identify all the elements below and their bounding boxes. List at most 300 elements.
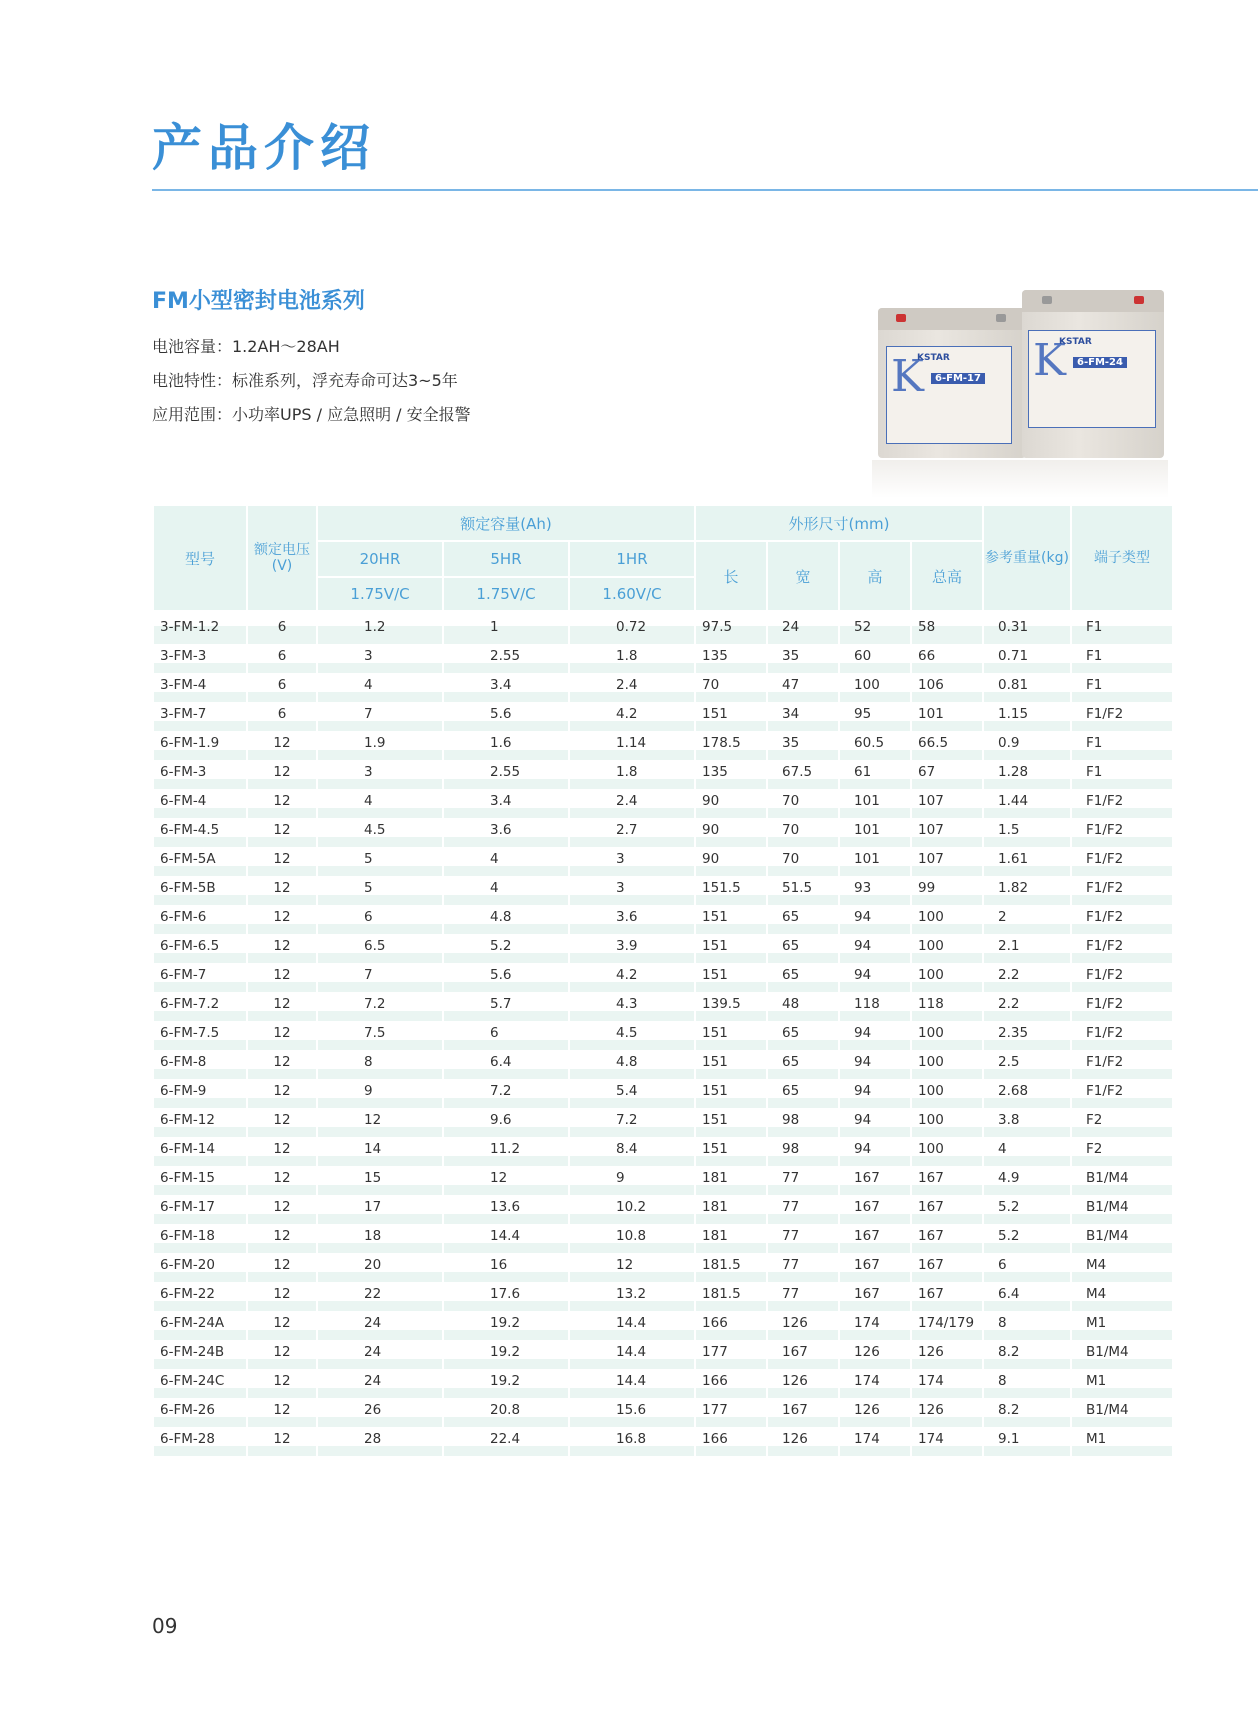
cell-total-height: 100 [912, 908, 982, 937]
cell-cap-5hr: 1.6 [444, 734, 568, 763]
table-row [154, 1082, 1172, 1111]
cell-model: 6-FM-6.5 [154, 937, 246, 966]
cell-length: 151 [696, 908, 766, 937]
cell-cap-20hr: 7.2 [318, 995, 442, 1024]
cell-height: 94 [840, 908, 910, 937]
cell-height: 93 [840, 879, 910, 908]
cell-height: 100 [840, 676, 910, 705]
cell-terminal: F1/F2 [1072, 908, 1172, 937]
cell-total-height: 106 [912, 676, 982, 705]
cell-voltage: 12 [248, 1430, 316, 1459]
cell-terminal: F1/F2 [1072, 937, 1172, 966]
cell-voltage: 12 [248, 1227, 316, 1256]
table-row [154, 1169, 1172, 1198]
cell-cap-5hr: 4.8 [444, 908, 568, 937]
cell-cap-20hr: 14 [318, 1140, 442, 1169]
cell-cap-5hr: 7.2 [444, 1082, 568, 1111]
cell-cap-5hr: 19.2 [444, 1343, 568, 1372]
spec-application: 应用范围：小功率UPS / 应急照明 / 安全报警 [152, 405, 471, 424]
cell-width: 167 [768, 1401, 838, 1430]
cell-height: 174 [840, 1430, 910, 1459]
table-row [154, 610, 1172, 647]
cell-cap-5hr: 5.6 [444, 966, 568, 995]
cell-weight: 0.71 [984, 647, 1070, 676]
table-row [154, 1198, 1172, 1227]
cell-voltage: 12 [248, 850, 316, 879]
cell-cap-1hr: 4.2 [570, 705, 694, 734]
cell-model: 6-FM-1.9 [154, 734, 246, 763]
cell-cap-1hr: 7.2 [570, 1111, 694, 1140]
cell-weight: 2.2 [984, 995, 1070, 1024]
cell-terminal: F2 [1072, 1140, 1172, 1169]
cell-weight: 1.44 [984, 792, 1070, 821]
cell-height: 167 [840, 1227, 910, 1256]
header-total-height: 总高 [912, 540, 982, 610]
cell-model: 6-FM-24B [154, 1343, 246, 1372]
cell-cap-5hr: 5.2 [444, 937, 568, 966]
cell-voltage: 12 [248, 1198, 316, 1227]
cell-height: 174 [840, 1314, 910, 1343]
cell-length: 151 [696, 1053, 766, 1082]
header-cap-5hr: 5HR [444, 540, 568, 576]
cell-voltage: 6 [248, 676, 316, 705]
cell-total-height: 167 [912, 1169, 982, 1198]
cell-length: 135 [696, 647, 766, 676]
product-photo [872, 288, 1168, 498]
cell-cap-1hr: 3.9 [570, 937, 694, 966]
table-row [154, 1401, 1172, 1430]
cell-cap-1hr: 4.2 [570, 966, 694, 995]
cell-height: 94 [840, 1111, 910, 1140]
cell-weight: 1.28 [984, 763, 1070, 792]
spec-feature: 电池特性：标准系列，浮充寿命可达3~5年 [152, 371, 458, 390]
cell-voltage: 12 [248, 1082, 316, 1111]
header-voltage: 额定电压(V) [248, 506, 316, 610]
header-cap-5hr-sub: 1.75V/C [444, 576, 568, 610]
cell-height: 101 [840, 821, 910, 850]
cell-model: 6-FM-18 [154, 1227, 246, 1256]
cell-height: 101 [840, 792, 910, 821]
header-cap-20hr: 20HR [318, 540, 442, 576]
cell-width: 70 [768, 821, 838, 850]
cell-cap-1hr: 2.4 [570, 792, 694, 821]
cell-length: 166 [696, 1314, 766, 1343]
cell-weight: 2.1 [984, 937, 1070, 966]
cell-length: 181 [696, 1227, 766, 1256]
cell-voltage: 12 [248, 937, 316, 966]
header-cap-1hr-sub: 1.60V/C [570, 576, 694, 610]
cell-model: 6-FM-4 [154, 792, 246, 821]
cell-cap-5hr: 6 [444, 1024, 568, 1053]
cell-weight: 8.2 [984, 1343, 1070, 1372]
cell-width: 70 [768, 850, 838, 879]
cell-terminal: F1 [1072, 610, 1172, 647]
cell-model: 6-FM-7.5 [154, 1024, 246, 1053]
cell-cap-20hr: 6.5 [318, 937, 442, 966]
cell-terminal: M4 [1072, 1285, 1172, 1314]
cell-width: 65 [768, 1082, 838, 1111]
cell-height: 61 [840, 763, 910, 792]
cell-cap-20hr: 4 [318, 676, 442, 705]
cell-voltage: 6 [248, 705, 316, 734]
cell-cap-5hr: 22.4 [444, 1430, 568, 1459]
cell-width: 24 [768, 610, 838, 647]
cell-cap-20hr: 8 [318, 1053, 442, 1082]
cell-cap-20hr: 9 [318, 1082, 442, 1111]
cell-height: 95 [840, 705, 910, 734]
cell-weight: 2.68 [984, 1082, 1070, 1111]
cell-model: 6-FM-9 [154, 1082, 246, 1111]
cell-height: 94 [840, 1024, 910, 1053]
cell-voltage: 6 [248, 610, 316, 647]
cell-cap-20hr: 7.5 [318, 1024, 442, 1053]
cell-cap-20hr: 15 [318, 1169, 442, 1198]
cell-voltage: 12 [248, 1256, 316, 1285]
cell-terminal: F1 [1072, 734, 1172, 763]
cell-length: 177 [696, 1401, 766, 1430]
cell-terminal: B1/M4 [1072, 1198, 1172, 1227]
cell-model: 6-FM-6 [154, 908, 246, 937]
cell-height: 167 [840, 1198, 910, 1227]
cell-cap-1hr: 16.8 [570, 1430, 694, 1459]
cell-model: 6-FM-24A [154, 1314, 246, 1343]
cell-cap-5hr: 20.8 [444, 1401, 568, 1430]
cell-length: 90 [696, 821, 766, 850]
cell-terminal: F1/F2 [1072, 821, 1172, 850]
cell-height: 94 [840, 1140, 910, 1169]
cell-cap-1hr: 14.4 [570, 1343, 694, 1372]
cell-cap-20hr: 24 [318, 1314, 442, 1343]
cell-cap-1hr: 1.8 [570, 763, 694, 792]
cell-width: 77 [768, 1169, 838, 1198]
cell-weight: 2.2 [984, 966, 1070, 995]
cell-length: 181 [696, 1198, 766, 1227]
cell-length: 151 [696, 1111, 766, 1140]
cell-cap-5hr: 11.2 [444, 1140, 568, 1169]
cell-cap-20hr: 1.9 [318, 734, 442, 763]
cell-voltage: 12 [248, 763, 316, 792]
cell-length: 151.5 [696, 879, 766, 908]
cell-width: 167 [768, 1343, 838, 1372]
cell-cap-5hr: 12 [444, 1169, 568, 1198]
cell-model: 6-FM-5A [154, 850, 246, 879]
cell-cap-20hr: 4.5 [318, 821, 442, 850]
table-row [154, 1053, 1172, 1082]
table-row [154, 879, 1172, 908]
table-row [154, 821, 1172, 850]
battery-right-brand: KSTAR [1059, 337, 1092, 347]
cell-cap-20hr: 4 [318, 792, 442, 821]
cell-width: 77 [768, 1256, 838, 1285]
cell-weight: 3.8 [984, 1111, 1070, 1140]
battery-left-brand: KSTAR [917, 353, 950, 363]
cell-model: 3-FM-3 [154, 647, 246, 676]
cell-length: 139.5 [696, 995, 766, 1024]
cell-total-height: 126 [912, 1401, 982, 1430]
cell-terminal: F1/F2 [1072, 966, 1172, 995]
cell-total-height: 66 [912, 647, 982, 676]
table-row [154, 792, 1172, 821]
cell-voltage: 12 [248, 734, 316, 763]
cell-terminal: F1/F2 [1072, 1082, 1172, 1111]
cell-model: 3-FM-7 [154, 705, 246, 734]
cell-length: 181.5 [696, 1256, 766, 1285]
battery-right-model: 6-FM-24 [1073, 357, 1127, 368]
cell-cap-1hr: 1.14 [570, 734, 694, 763]
cell-model: 6-FM-8 [154, 1053, 246, 1082]
cell-model: 6-FM-15 [154, 1169, 246, 1198]
cell-terminal: F1/F2 [1072, 850, 1172, 879]
cell-terminal: F1 [1072, 763, 1172, 792]
cell-width: 47 [768, 676, 838, 705]
cell-weight: 8.2 [984, 1401, 1070, 1430]
series-title: FM小型密封电池系列 [152, 289, 365, 314]
cell-cap-20hr: 6 [318, 908, 442, 937]
cell-cap-1hr: 5.4 [570, 1082, 694, 1111]
cell-terminal: B1/M4 [1072, 1401, 1172, 1430]
header-weight: 参考重量(kg) [984, 506, 1070, 610]
spec-capacity: 电池容量：1.2AH～28AH [152, 337, 340, 356]
cell-model: 6-FM-24C [154, 1372, 246, 1401]
header-length: 长 [696, 540, 766, 610]
cell-width: 126 [768, 1314, 838, 1343]
cell-weight: 2.5 [984, 1053, 1070, 1082]
cell-length: 90 [696, 792, 766, 821]
table-row [154, 850, 1172, 879]
cell-weight: 1.15 [984, 705, 1070, 734]
cell-cap-5hr: 4 [444, 850, 568, 879]
cell-cap-5hr: 14.4 [444, 1227, 568, 1256]
table-row [154, 676, 1172, 705]
cell-total-height: 167 [912, 1198, 982, 1227]
cell-cap-5hr: 13.6 [444, 1198, 568, 1227]
cell-total-height: 126 [912, 1343, 982, 1372]
cell-width: 77 [768, 1227, 838, 1256]
cell-weight: 1.82 [984, 879, 1070, 908]
table-row [154, 705, 1172, 734]
cell-model: 6-FM-5B [154, 879, 246, 908]
cell-height: 126 [840, 1343, 910, 1372]
battery-spec-table [152, 506, 1174, 1459]
cell-height: 126 [840, 1401, 910, 1430]
cell-length: 135 [696, 763, 766, 792]
cell-voltage: 12 [248, 1024, 316, 1053]
cell-length: 151 [696, 966, 766, 995]
cell-height: 52 [840, 610, 910, 647]
cell-length: 151 [696, 705, 766, 734]
cell-cap-5hr: 2.55 [444, 647, 568, 676]
battery-right: K KSTAR 6-FM-24 [1022, 290, 1164, 458]
cell-total-height: 66.5 [912, 734, 982, 763]
cell-model: 6-FM-3 [154, 763, 246, 792]
cell-height: 118 [840, 995, 910, 1024]
header-model: 型号 [154, 506, 246, 610]
cell-cap-20hr: 12 [318, 1111, 442, 1140]
cell-terminal: F1/F2 [1072, 995, 1172, 1024]
cell-cap-20hr: 24 [318, 1343, 442, 1372]
table-row [154, 1256, 1172, 1285]
cell-width: 98 [768, 1140, 838, 1169]
cell-cap-20hr: 7 [318, 966, 442, 995]
table-row [154, 995, 1172, 1024]
cell-terminal: F1/F2 [1072, 1053, 1172, 1082]
cell-height: 167 [840, 1169, 910, 1198]
cell-width: 77 [768, 1198, 838, 1227]
cell-weight: 8 [984, 1314, 1070, 1343]
cell-cap-1hr: 3.6 [570, 908, 694, 937]
cell-model: 6-FM-22 [154, 1285, 246, 1314]
cell-voltage: 12 [248, 1401, 316, 1430]
cell-total-height: 118 [912, 995, 982, 1024]
cell-height: 94 [840, 966, 910, 995]
cell-cap-20hr: 17 [318, 1198, 442, 1227]
cell-weight: 0.81 [984, 676, 1070, 705]
cell-model: 6-FM-14 [154, 1140, 246, 1169]
cell-cap-1hr: 10.8 [570, 1227, 694, 1256]
cell-length: 177 [696, 1343, 766, 1372]
cell-length: 151 [696, 1140, 766, 1169]
cell-weight: 2.35 [984, 1024, 1070, 1053]
cell-cap-1hr: 3 [570, 850, 694, 879]
cell-weight: 4.9 [984, 1169, 1070, 1198]
cell-cap-1hr: 14.4 [570, 1372, 694, 1401]
header-width: 宽 [768, 540, 838, 610]
table-row [154, 763, 1172, 792]
cell-cap-20hr: 3 [318, 647, 442, 676]
cell-cap-5hr: 5.7 [444, 995, 568, 1024]
cell-terminal: F1/F2 [1072, 705, 1172, 734]
cell-cap-5hr: 3.4 [444, 792, 568, 821]
cell-cap-20hr: 3 [318, 763, 442, 792]
cell-width: 65 [768, 966, 838, 995]
header-terminal: 端子类型 [1072, 506, 1172, 610]
cell-total-height: 174/179 [912, 1314, 982, 1343]
cell-total-height: 100 [912, 1140, 982, 1169]
cell-cap-1hr: 12 [570, 1256, 694, 1285]
cell-total-height: 100 [912, 1082, 982, 1111]
cell-terminal: F1 [1072, 676, 1172, 705]
cell-model: 3-FM-1.2 [154, 610, 246, 647]
cell-cap-1hr: 2.7 [570, 821, 694, 850]
cell-voltage: 12 [248, 821, 316, 850]
cell-width: 35 [768, 734, 838, 763]
cell-weight: 1.61 [984, 850, 1070, 879]
cell-terminal: F1 [1072, 647, 1172, 676]
cell-total-height: 174 [912, 1430, 982, 1459]
cell-total-height: 67 [912, 763, 982, 792]
cell-cap-5hr: 6.4 [444, 1053, 568, 1082]
cell-cap-1hr: 15.6 [570, 1401, 694, 1430]
cell-cap-20hr: 5 [318, 879, 442, 908]
cell-cap-5hr: 16 [444, 1256, 568, 1285]
cell-total-height: 100 [912, 937, 982, 966]
cell-height: 174 [840, 1372, 910, 1401]
cell-voltage: 12 [248, 995, 316, 1024]
cell-weight: 2 [984, 908, 1070, 937]
header-cap-1hr: 1HR [570, 540, 694, 576]
table-row [154, 734, 1172, 763]
cell-cap-1hr: 10.2 [570, 1198, 694, 1227]
cell-terminal: B1/M4 [1072, 1227, 1172, 1256]
cell-width: 65 [768, 937, 838, 966]
cell-total-height: 107 [912, 821, 982, 850]
cell-terminal: F1/F2 [1072, 879, 1172, 908]
cell-weight: 4 [984, 1140, 1070, 1169]
cell-length: 70 [696, 676, 766, 705]
cell-cap-1hr: 4.5 [570, 1024, 694, 1053]
cell-weight: 0.9 [984, 734, 1070, 763]
header-capacity-group: 额定容量(Ah) [318, 506, 694, 540]
cell-cap-5hr: 19.2 [444, 1372, 568, 1401]
cell-width: 126 [768, 1430, 838, 1459]
cell-model: 6-FM-20 [154, 1256, 246, 1285]
cell-cap-1hr: 3 [570, 879, 694, 908]
cell-model: 6-FM-7 [154, 966, 246, 995]
title-divider [152, 189, 1258, 191]
table-row [154, 1024, 1172, 1053]
cell-height: 167 [840, 1256, 910, 1285]
cell-voltage: 12 [248, 879, 316, 908]
cell-voltage: 12 [248, 1169, 316, 1198]
cell-length: 151 [696, 1024, 766, 1053]
cell-length: 166 [696, 1430, 766, 1459]
cell-cap-5hr: 3.6 [444, 821, 568, 850]
cell-width: 77 [768, 1285, 838, 1314]
cell-height: 94 [840, 937, 910, 966]
cell-width: 67.5 [768, 763, 838, 792]
cell-weight: 8 [984, 1372, 1070, 1401]
cell-total-height: 107 [912, 792, 982, 821]
cell-width: 65 [768, 1024, 838, 1053]
cell-weight: 5.2 [984, 1198, 1070, 1227]
cell-terminal: M4 [1072, 1256, 1172, 1285]
cell-cap-5hr: 1 [444, 610, 568, 647]
cell-model: 6-FM-4.5 [154, 821, 246, 850]
cell-height: 101 [840, 850, 910, 879]
cell-terminal: M1 [1072, 1430, 1172, 1459]
cell-total-height: 107 [912, 850, 982, 879]
cell-cap-5hr: 17.6 [444, 1285, 568, 1314]
cell-height: 60.5 [840, 734, 910, 763]
cell-voltage: 12 [248, 966, 316, 995]
cell-height: 94 [840, 1082, 910, 1111]
cell-terminal: B1/M4 [1072, 1169, 1172, 1198]
table-row [154, 647, 1172, 676]
table-row [154, 908, 1172, 937]
cell-total-height: 100 [912, 1111, 982, 1140]
table-row [154, 1227, 1172, 1256]
cell-voltage: 12 [248, 1053, 316, 1082]
table-row [154, 1285, 1172, 1314]
cell-total-height: 99 [912, 879, 982, 908]
cell-voltage: 12 [248, 1372, 316, 1401]
cell-width: 51.5 [768, 879, 838, 908]
page-title: 产品介绍 [152, 119, 376, 177]
cell-cap-5hr: 3.4 [444, 676, 568, 705]
cell-total-height: 101 [912, 705, 982, 734]
cell-cap-5hr: 2.55 [444, 763, 568, 792]
cell-total-height: 167 [912, 1227, 982, 1256]
cell-model: 6-FM-28 [154, 1430, 246, 1459]
cell-cap-1hr: 4.3 [570, 995, 694, 1024]
cell-length: 151 [696, 1082, 766, 1111]
cell-total-height: 174 [912, 1372, 982, 1401]
table-row [154, 1372, 1172, 1401]
table-row [154, 1343, 1172, 1372]
cell-cap-20hr: 26 [318, 1401, 442, 1430]
cell-cap-20hr: 22 [318, 1285, 442, 1314]
header-cap-20hr-sub: 1.75V/C [318, 576, 442, 610]
